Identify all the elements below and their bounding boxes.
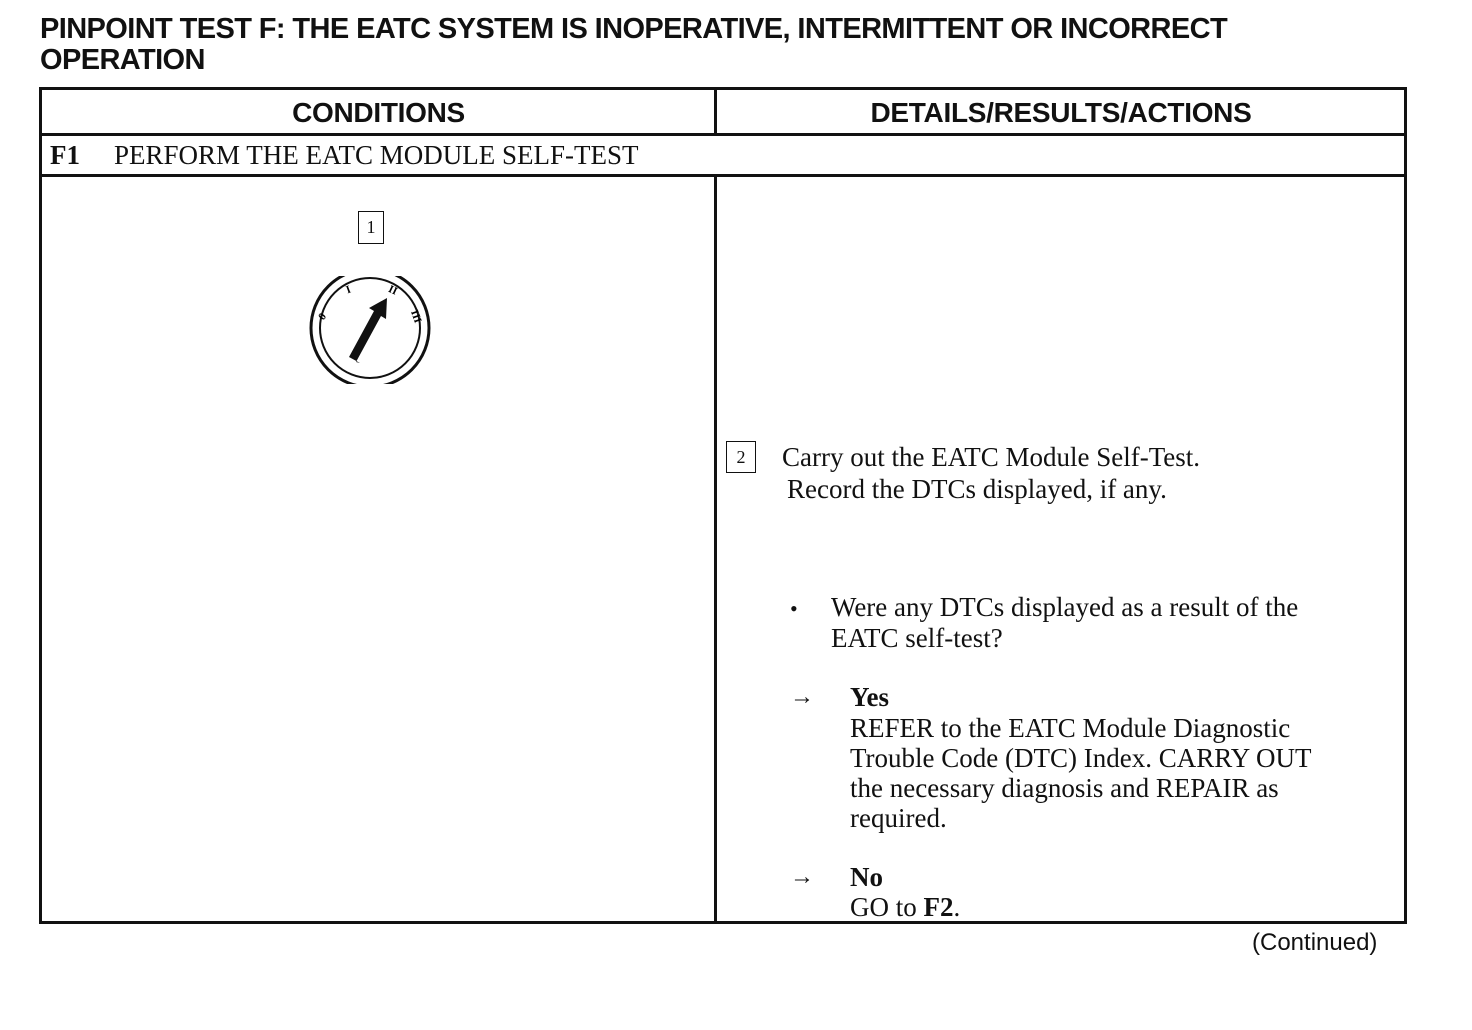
switch-pointer (349, 298, 387, 363)
no-action-text: GO to (850, 892, 924, 922)
callout-1: 1 (358, 211, 384, 244)
bullet: • (790, 596, 798, 621)
no-label: No (850, 862, 883, 892)
step-title: PERFORM THE EATC MODULE SELF-TEST (114, 140, 639, 170)
yes-line-4: required. (850, 803, 947, 833)
yes-line-3: the necessary diagnosis and REPAIR as (850, 773, 1279, 803)
callout-2: 2 (726, 441, 756, 473)
position-2-label: II (386, 283, 400, 298)
no-arrow-icon: → (790, 864, 814, 890)
header-divider (714, 90, 717, 133)
continued-note: (Continued) (1252, 929, 1378, 956)
yes-line-1: REFER to the EATC Module Diagnostic (850, 713, 1291, 743)
step-id: F1 (50, 140, 80, 170)
no-action (850, 892, 960, 923)
no-action-target: F2 (923, 892, 954, 922)
yes-line-2: Trouble Code (DTC) Index. CARRY OUT (850, 743, 1312, 773)
question-line-1: Were any DTCs displayed as a result of the (831, 592, 1299, 622)
page-title (40, 14, 1420, 76)
position-0-label: 0 (316, 311, 330, 323)
column-divider (714, 174, 717, 921)
title-line-1: PINPOINT TEST F: THE EATC SYSTEM IS INOPERATIVE, INTERMITTENT OR INCORRECT (40, 13, 1228, 45)
action-line-2: Record the DTCs displayed, if any. (787, 474, 1167, 504)
ignition-switch-icon (308, 276, 432, 384)
no-action-period: . (953, 892, 961, 922)
yes-label: Yes (850, 682, 889, 712)
position-1-label: I (344, 283, 353, 297)
question-line-2: EATC self-test? (831, 623, 1003, 653)
yes-arrow-icon: → (790, 684, 814, 710)
action-line-1: Carry out the EATC Module Self-Test. (782, 442, 1201, 472)
step-row (42, 136, 1404, 177)
table-header-row (42, 90, 1404, 136)
header-details: DETAILS/RESULTS/ACTIONS (870, 97, 1252, 128)
position-3-label: III (408, 308, 424, 325)
pinpoint-table (39, 87, 1407, 924)
header-conditions: CONDITIONS (292, 97, 465, 128)
title-line-2: OPERATION (40, 44, 205, 76)
